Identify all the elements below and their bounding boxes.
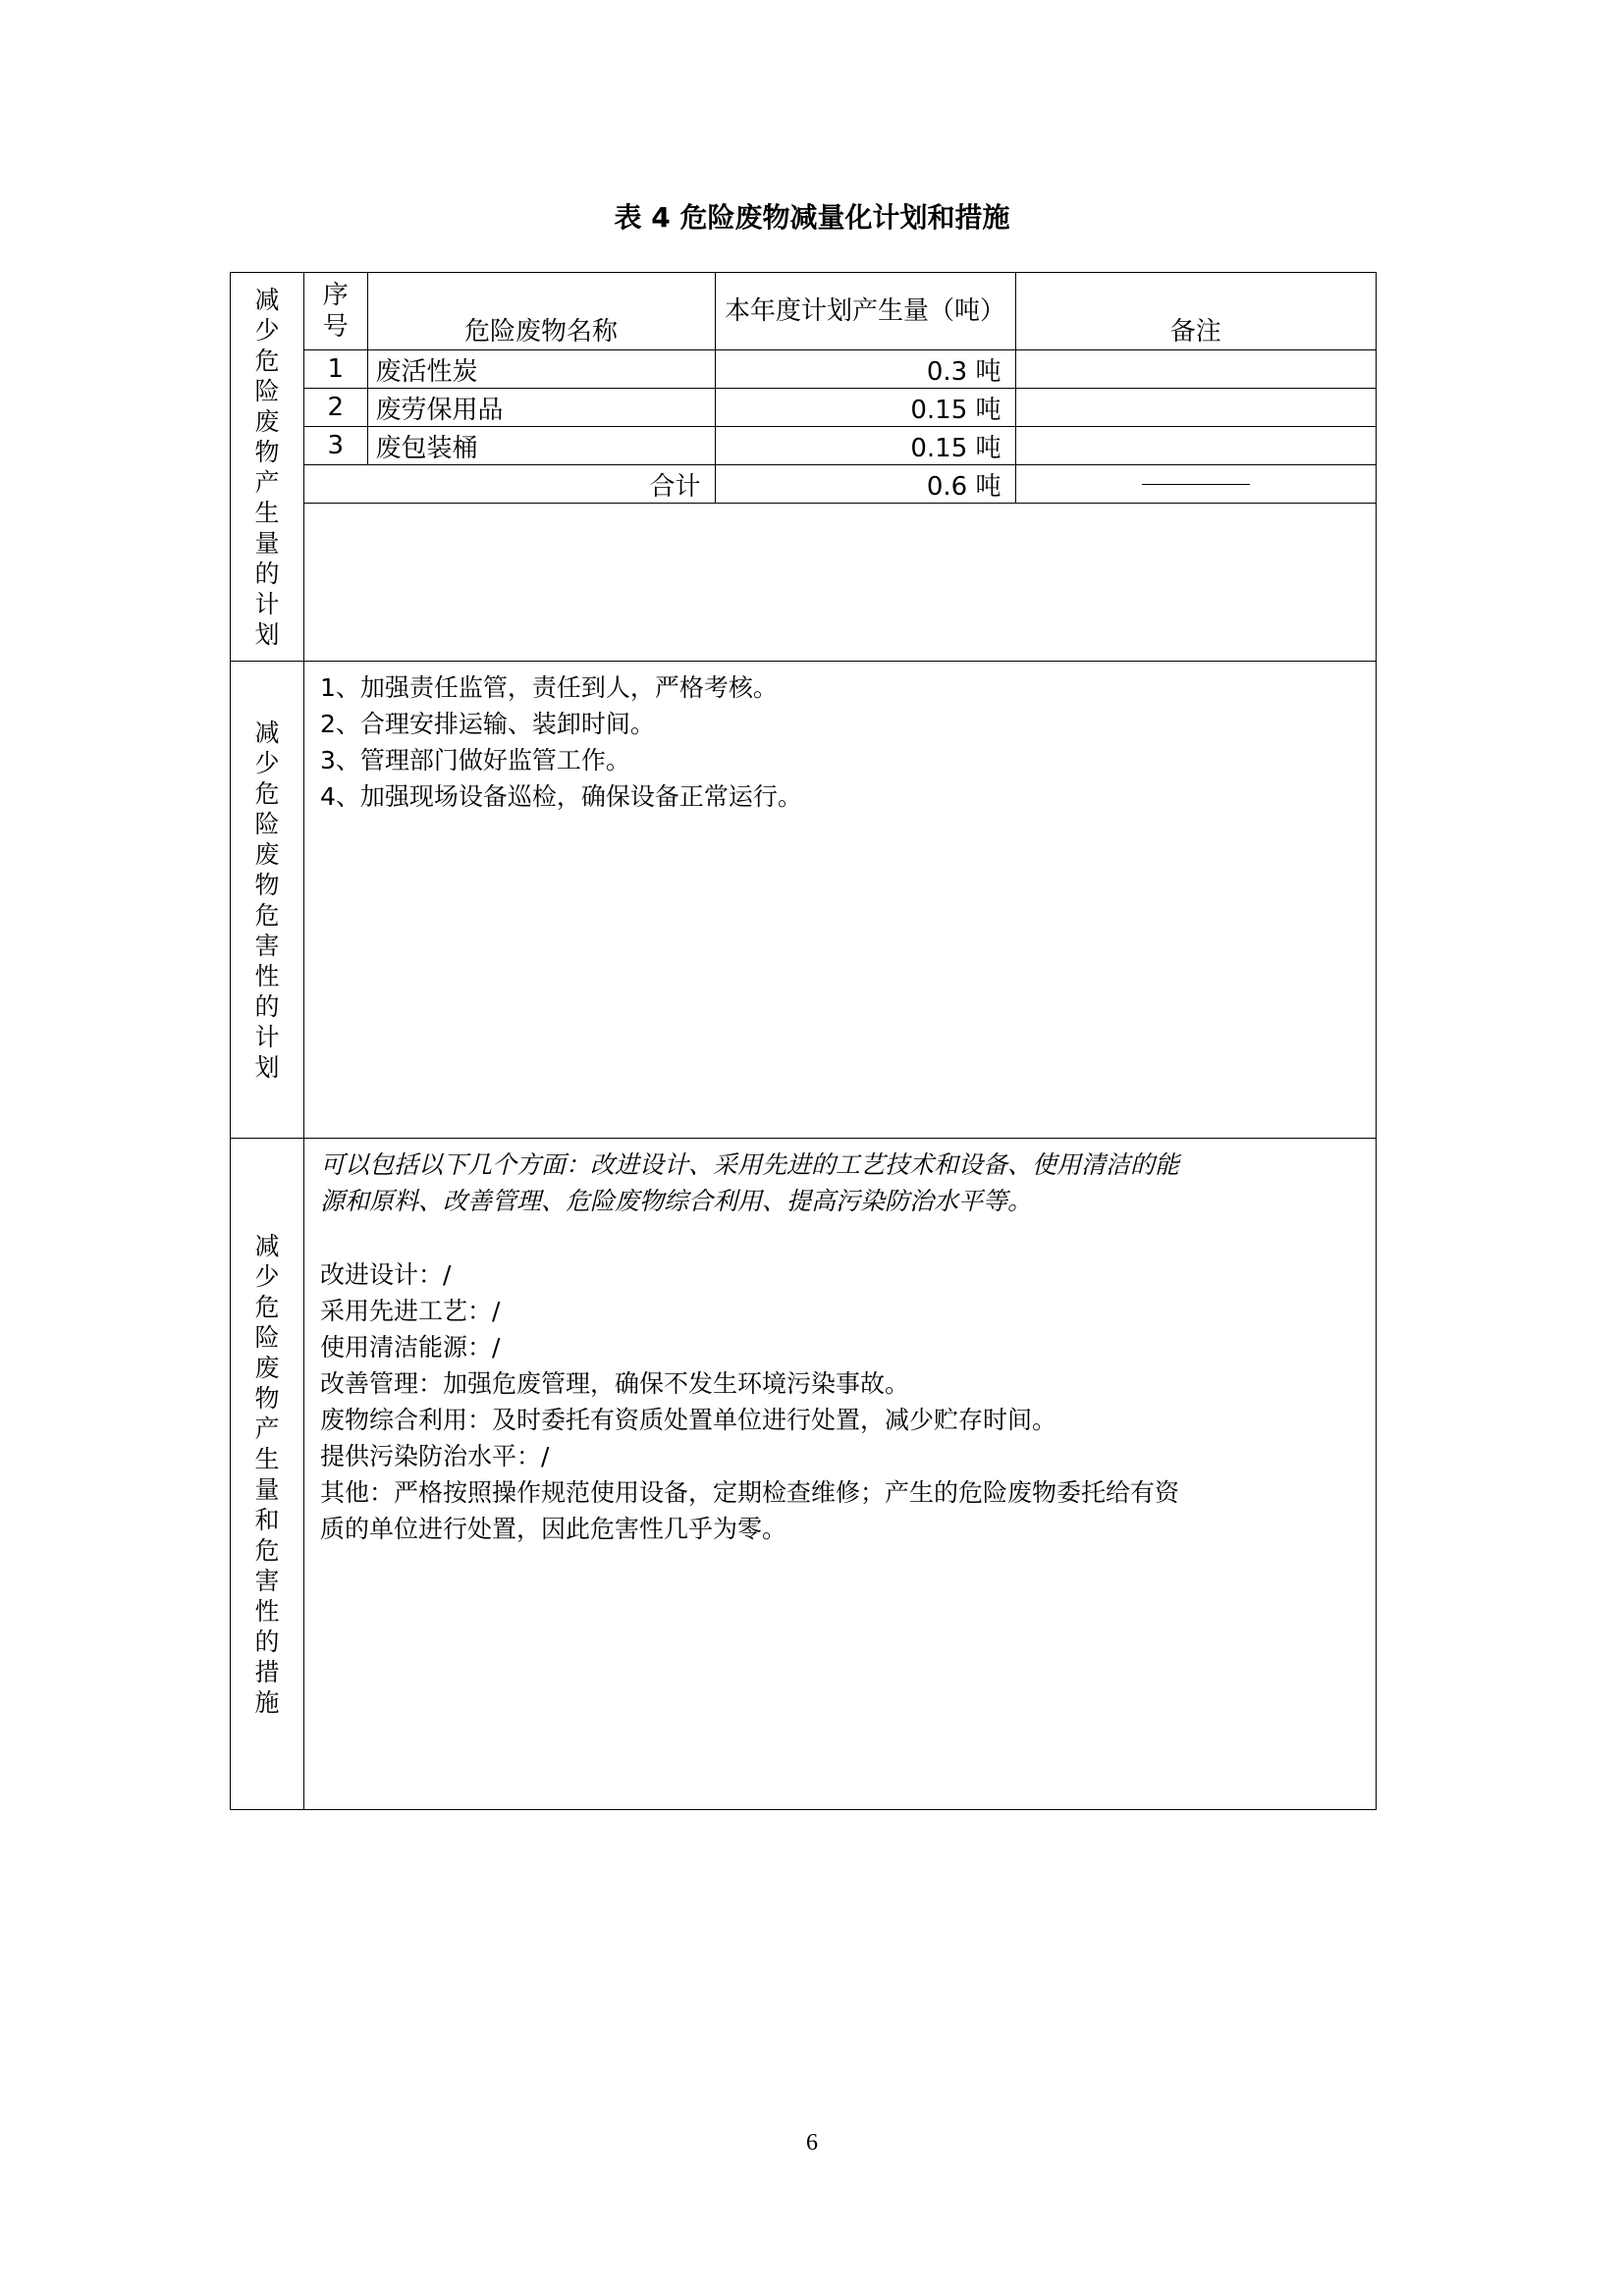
waste-list-table (304, 273, 1376, 504)
label-char: 危 (254, 1292, 280, 1321)
measure-line: 质的单位进行处置，因此危害性几乎为零。 (320, 1515, 787, 1543)
label-char: 性 (254, 961, 280, 990)
label-char: 物 (254, 1383, 280, 1413)
label-char: 的 (254, 991, 280, 1021)
label-char: 减 (254, 718, 280, 747)
label-char: 少 (254, 1261, 280, 1291)
label-char: 物 (254, 437, 280, 466)
label-char: 少 (254, 748, 280, 777)
section1-label-cell (231, 273, 304, 662)
label-char: 量 (254, 528, 280, 558)
plan-item: 2、合理安排运输、装卸时间。 (320, 710, 655, 738)
label-char: 危 (254, 900, 280, 930)
label-char: 计 (254, 1022, 280, 1051)
section3-label-cell (231, 1139, 304, 1810)
reduction-measures (304, 1139, 1377, 1810)
row-remark (1015, 350, 1376, 389)
total-remark-dash (1015, 465, 1376, 504)
label-char: 危 (254, 1535, 280, 1565)
measure-line: 提供污染防治水平：/ (320, 1442, 550, 1470)
row-remark (1015, 427, 1376, 465)
row-name: 废劳保用品 (367, 389, 715, 427)
table-row (304, 389, 1376, 427)
label-char: 减 (254, 285, 280, 314)
header-seq: 序号 (304, 273, 367, 350)
label-char: 生 (254, 1444, 280, 1473)
waste-table-header (304, 273, 1376, 350)
document-title: 表 4 危险废物减量化计划和措施 (614, 201, 1010, 234)
label-char: 划 (254, 1052, 280, 1082)
label-char: 划 (254, 619, 280, 649)
label-char: 害 (254, 931, 280, 960)
label-char: 施 (254, 1687, 280, 1717)
label-char: 物 (254, 870, 280, 899)
row-seq: 1 (304, 350, 367, 389)
label-char: 的 (254, 559, 280, 588)
label-char: 减 (254, 1231, 280, 1260)
label-char: 危 (254, 778, 280, 808)
page-number: 6 (806, 2130, 818, 2156)
label-char: 废 (254, 1353, 280, 1382)
measure-line: 改善管理：加强危废管理，确保不发生环境污染事故。 (320, 1369, 910, 1398)
measure-line: 采用先进工艺：/ (320, 1297, 501, 1325)
measure-line: 废物综合利用：及时委托有资质处置单位进行处置，减少贮存时间。 (320, 1406, 1057, 1434)
measure-line: 使用清洁能源：/ (320, 1333, 501, 1362)
label-char: 和 (254, 1505, 280, 1534)
plan-item: 1、加强责任监管，责任到人，严格考核。 (320, 673, 778, 702)
total-amount: 0.6 吨 (715, 465, 1015, 504)
label-char: 少 (254, 315, 280, 345)
hazard-reduction-plan (304, 662, 1377, 1139)
table-row (304, 350, 1376, 389)
label-char: 危 (254, 346, 280, 375)
label-char: 性 (254, 1596, 280, 1626)
label-char: 生 (254, 498, 280, 527)
measure-line: 改进设计：/ (320, 1260, 452, 1289)
row-amount: 0.3 吨 (715, 350, 1015, 389)
reduction-plan-table (230, 272, 1377, 1810)
total-label: 合计 (304, 465, 715, 504)
label-char: 险 (254, 1322, 280, 1352)
label-char: 废 (254, 406, 280, 436)
measures-intro-line: 源和原料、改善管理、危险废物综合利用、提高污染防治水平等。 (320, 1187, 1033, 1215)
section2-label (231, 718, 303, 1083)
label-char: 废 (254, 839, 280, 869)
section1-label (231, 285, 303, 650)
row-remark (1015, 389, 1376, 427)
header-remark: 备注 (1015, 273, 1376, 350)
label-char: 险 (254, 376, 280, 405)
plan-item: 3、管理部门做好监管工作。 (320, 746, 630, 774)
label-char: 措 (254, 1657, 280, 1686)
label-char: 害 (254, 1566, 280, 1595)
plan-item: 4、加强现场设备巡检，确保设备正常运行。 (320, 782, 802, 811)
row-seq: 3 (304, 427, 367, 465)
row-amount: 0.15 吨 (715, 427, 1015, 465)
row-amount: 0.15 吨 (715, 389, 1015, 427)
section2-label-cell (231, 662, 304, 1139)
label-char: 的 (254, 1627, 280, 1656)
measures-intro-line: 可以包括以下几个方面：改进设计、采用先进的工艺技术和设备、使用清洁的能 (320, 1150, 1180, 1179)
section3-label (231, 1231, 303, 1718)
label-char: 产 (254, 467, 280, 497)
row-name: 废活性炭 (367, 350, 715, 389)
row-seq: 2 (304, 389, 367, 427)
table-row (304, 427, 1376, 465)
total-row (304, 465, 1376, 504)
label-char: 计 (254, 589, 280, 618)
label-char: 产 (254, 1414, 280, 1443)
label-char: 险 (254, 809, 280, 838)
row-name: 废包装桶 (367, 427, 715, 465)
label-char: 量 (254, 1474, 280, 1504)
measure-line: 其他：严格按照操作规范使用设备，定期检查维修；产生的危险废物委托给有资 (320, 1478, 1180, 1507)
header-amount: 本年度计划产生量（吨） (715, 273, 1015, 350)
header-name: 危险废物名称 (367, 273, 715, 350)
